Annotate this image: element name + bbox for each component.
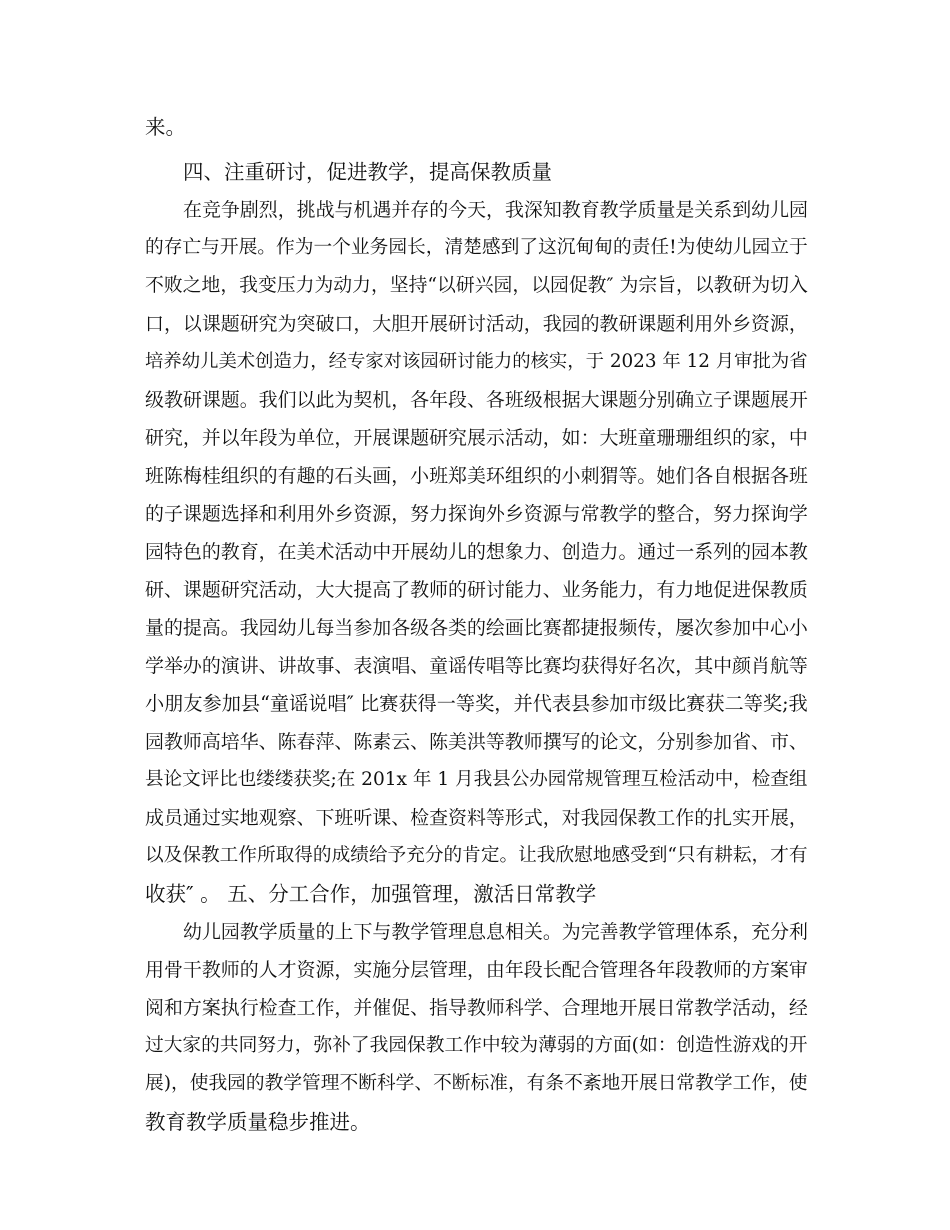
text-line: 用骨干教师的人才资源，实施分层管理，由年段长配合管理各年段教师的方案审 <box>145 959 808 981</box>
text-line: 园教师高培华、陈春萍、陈素云、陈美洪等教师撰写的论文，分别参加省、市、 <box>145 731 808 753</box>
text-line: 幼儿园教学质量的上下与教学管理息息相关。为完善教学管理体系，充分利 <box>183 921 808 943</box>
text-line: 班陈梅桂组织的有趣的石头画，小班郑美环组织的小刺猬等。她们各自根据各班 <box>145 465 808 487</box>
text-line: 学举办的演讲、讲故事、表演唱、童谣传唱等比赛均获得好名次，其中颜肖航等 <box>145 655 808 677</box>
text-line: 教育教学质量稳步推进。 <box>145 1110 371 1134</box>
text-line: 不败之地，我变压力为动力，坚持“以研兴园，以园促教″ 为宗旨，以教研为切入 <box>145 275 808 296</box>
text-line: 县论文评比也缕缕获奖;在 201x 年 1 月我县公办园常规管理互检活动中，检查组 <box>145 769 808 790</box>
text-line: 过大家的共同努力，弥补了我园保教工作中较为薄弱的方面(如：创造性游戏的开 <box>145 1035 808 1056</box>
text-line: 园特色的教育，在美术活动中开展幼儿的想象力、创造力。通过一系列的园本教 <box>145 541 808 563</box>
text-line: 展)，使我园的教学管理不断科学、不断标准，有条不紊地开展日常教学工作，使 <box>145 1073 808 1094</box>
text-line: 研究，并以年段为单位，开展课题研究展示活动，如：大班童珊珊组织的家，中 <box>145 427 808 449</box>
text-line: 来。 <box>145 115 186 139</box>
text-line: 研、课题研究活动，大大提高了教师的研讨能力、业务能力，有力地促进保教质 <box>145 579 808 601</box>
text-line: 在竞争剧烈，挑战与机遇并存的今天，我深知教育教学质量是关系到幼儿园 <box>183 199 808 221</box>
text-line: 小朋友参加县“童谣说唱″ 比赛获得一等奖，并代表县参加市级比赛获二等奖;我 <box>145 692 808 715</box>
text-line: 量的提高。我园幼儿每当参加各级各类的绘画比赛都捷报频传，屡次参加中心小 <box>145 617 808 639</box>
text-line: 培养幼儿美术创造力，经专家对该园研讨能力的核实，于 2023 年 12 月审批为省 <box>145 351 808 372</box>
text-line: 口，以课题研究为突破口，大胆开展研讨活动，我园的教研课题利用外乡资源， <box>145 313 808 335</box>
text-line: 阅和方案执行检查工作，并催促、指导教师科学、合理地开展日常教学活动，经 <box>145 997 808 1019</box>
text-line: 的存亡与开展。作为一个业务园长，清楚感到了这沉甸甸的责任!为使幼儿园立于 <box>145 237 808 258</box>
section-heading-4: 四、注重研讨，促进教学，提高保教质量 <box>183 160 552 184</box>
text-line: 的子课题选择和利用外乡资源，努力探询外乡资源与常教学的整合，努力探询学 <box>145 503 808 525</box>
text-line: 级教研课题。我们以此为契机，各年段、各班级根据大课题分别确立子课题展开 <box>145 389 808 411</box>
text-line: 成员通过实地观察、下班听课、检查资料等形式，对我园保教工作的扎实开展， <box>145 807 808 829</box>
text-line: 以及保教工作所取得的成绩给予充分的肯定。让我欣慰地感受到“只有耕耘，才有 <box>145 845 808 866</box>
text-line: 收获″ 。 五、分工合作，加强管理，激活日常教学 <box>145 882 597 906</box>
